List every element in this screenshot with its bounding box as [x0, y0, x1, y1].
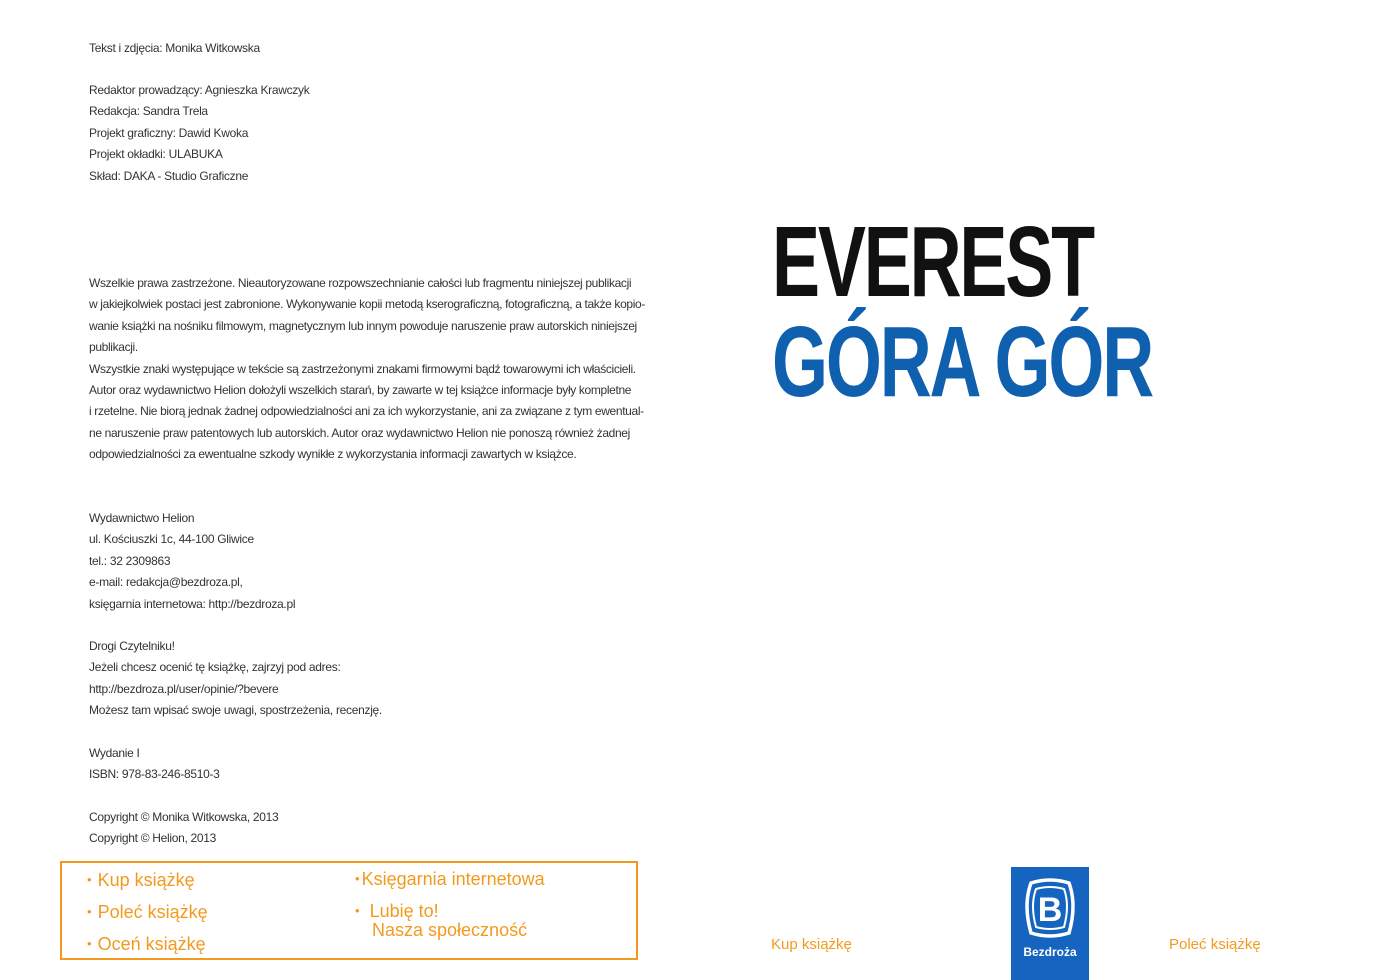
title-gora-gor: GÓRA GÓR	[772, 306, 1153, 418]
like-label: Lubię to!	[369, 901, 439, 921]
credits-block	[89, 80, 309, 187]
reader-url: http://bezdroza.pl/user/opinie/?bevere	[89, 681, 279, 696]
footer-recommend-link[interactable]: Poleć książkę	[1169, 936, 1261, 953]
copyright-publisher: Copyright © Helion, 2013	[89, 831, 217, 846]
publisher-address: ul. Kościuszki 1c, 44-100 Gliwice	[89, 532, 254, 547]
bookstore-label: Księgarnia internetowa	[361, 869, 545, 889]
author-credit: Tekst i zdjęcia: Monika Witkowska	[89, 41, 260, 55]
copyright-block	[89, 807, 278, 850]
publisher-shop: księgarnia internetowa: http://bezdroza.pl	[89, 596, 296, 611]
buy-book-link[interactable]	[87, 870, 195, 891]
bullet-icon: •	[87, 872, 92, 887]
rate-book-link[interactable]	[87, 934, 206, 955]
legal-line: i rzetelne. Nie biorą jednak żadnej odpowiedzialności ani za ich wykorzystanie, ani za związane z tym ewentual-	[89, 404, 644, 419]
buy-book-label: Kup książkę	[97, 870, 195, 890]
redaction-credit: Redakcja: Sandra Trela	[89, 104, 208, 119]
legal-line: odpowiedzialności za ewentualne szkody wynikłe z wykorzystania informacji zawartych w książce.	[89, 447, 577, 462]
recommend-book-link[interactable]	[87, 902, 208, 923]
cover-credit: Projekt okładki: ULABUKA	[89, 147, 223, 162]
legal-line: wanie książki na nośniku filmowym, magnetycznym lub innym powoduje naruszenie praw autorskich niniejszej	[89, 318, 637, 333]
publisher-name: Wydawnictwo Helion	[89, 511, 195, 525]
copyright-author: Copyright © Monika Witkowska, 2013	[89, 810, 279, 824]
publisher-block	[89, 508, 295, 615]
legal-line: ne naruszenie praw patentowych lub autorskich. Autor oraz wydawnictwo Helion nie ponoszą również żadnej	[89, 425, 630, 440]
legal-line: Wszelkie prawa zastrzeżone. Nieautoryzowane rozpowszechnianie całości lub fragmentu niniejszej publikacji	[89, 276, 632, 290]
like-link[interactable]	[355, 901, 439, 922]
bezdroza-logo[interactable]	[1011, 867, 1089, 980]
footer-buy-link[interactable]: Kup książkę	[771, 936, 852, 953]
community-link[interactable]: Nasza społeczność	[372, 920, 528, 940]
design-credit: Projekt graficzny: Dawid Kwoka	[89, 125, 249, 140]
recommend-book-label: Poleć książkę	[97, 902, 208, 922]
legal-line: w jakiejkolwiek postaci jest zabronione. Wykonywanie kopii metodą kserograficzną, fotograficzną, a także kopio-	[89, 297, 646, 312]
legal-line: Autor oraz wydawnictwo Helion dołożyli wszelkich starań, by zawarte w tej książce informacje były kompletne	[89, 383, 632, 398]
bullet-icon: •	[87, 936, 92, 951]
bullet-icon: •	[355, 871, 360, 886]
bezdroza-b-icon	[1021, 875, 1079, 941]
typesetting-credit: Skład: DAKA - Studio Graficzne	[89, 168, 249, 183]
reader-line: Jeżeli chcesz ocenić tę książkę, zajrzyj pod adres:	[89, 660, 341, 675]
bookstore-link[interactable]	[355, 869, 545, 890]
edition-number: Wydanie I	[89, 746, 140, 760]
logo-name: Bezdroża	[1023, 945, 1077, 959]
editor-credit: Redaktor prowadzący: Agnieszka Krawczyk	[89, 83, 310, 97]
edition-block	[89, 743, 220, 786]
logo-letter: B	[1037, 891, 1063, 929]
publisher-phone: tel.: 32 2309863	[89, 553, 171, 568]
publisher-email: e-mail: redakcja@bezdroza.pl,	[89, 575, 243, 590]
legal-notice	[89, 273, 646, 466]
rate-book-label: Oceń książkę	[97, 934, 206, 954]
legal-line: publikacji.	[89, 340, 138, 355]
reader-block	[89, 636, 382, 722]
bullet-icon: •	[355, 903, 360, 918]
isbn: ISBN: 978-83-246-8510-3	[89, 767, 220, 782]
legal-line: Wszystkie znaki występujące w tekście są zastrzeżonymi znakami firmowymi bądź towarowymi ich właścicieli.	[89, 361, 636, 376]
bullet-icon: •	[87, 904, 92, 919]
title-everest: EVEREST	[772, 206, 1093, 318]
links-box	[60, 861, 638, 960]
reader-line: Możesz tam wpisać swoje uwagi, spostrzeżenia, recenzję.	[89, 703, 382, 718]
reader-greeting: Drogi Czytelniku!	[89, 639, 175, 653]
